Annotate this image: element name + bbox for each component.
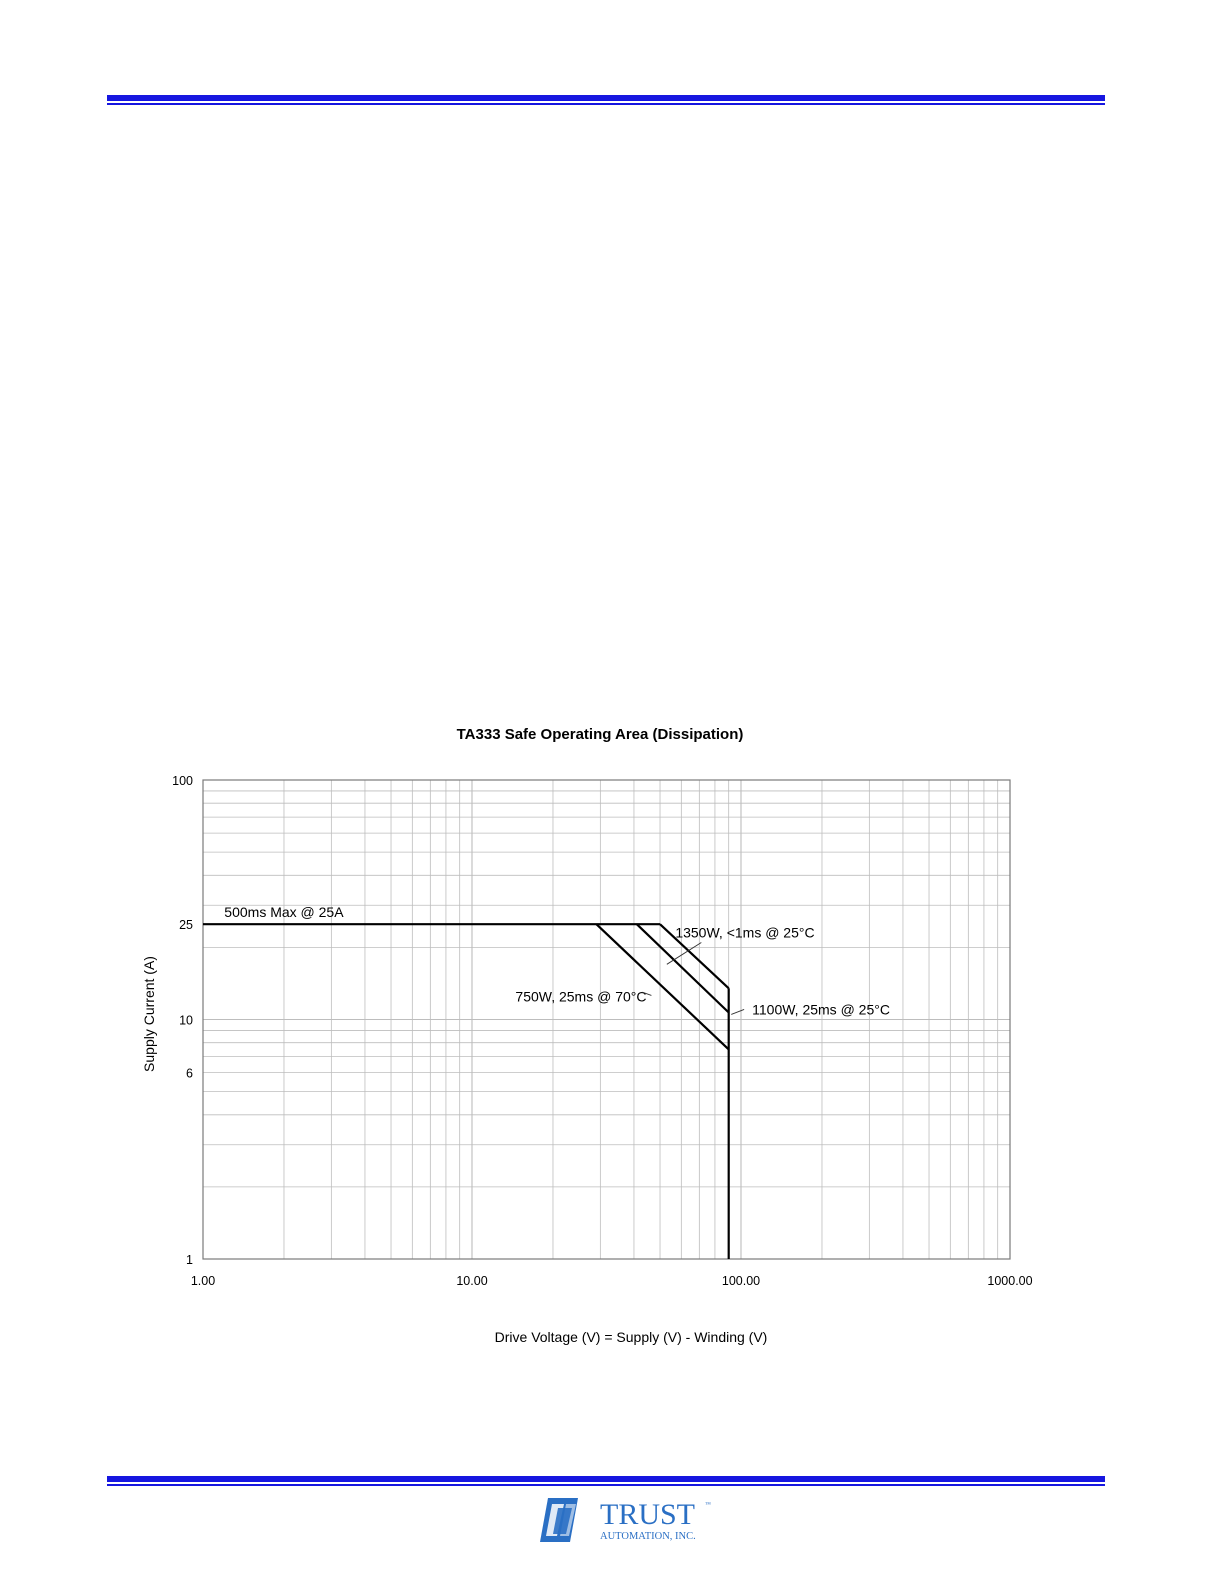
y-tick-label: 10 xyxy=(179,1013,193,1028)
chart-grid xyxy=(203,780,1010,1259)
footer-rule-thin xyxy=(107,1484,1105,1486)
logo-trademark: ™ xyxy=(705,1502,711,1508)
trust-automation-logo xyxy=(538,1494,728,1546)
x-tick-label: 100.00 xyxy=(721,1274,761,1288)
y-tick-label: 1 xyxy=(186,1253,193,1267)
y-tick-label: 6 xyxy=(186,1066,193,1081)
annotation-label: 1350W, <1ms @ 25°C xyxy=(675,924,815,941)
x-axis-label: Drive Voltage (V) = Supply (V) - Winding (V) xyxy=(494,1329,768,1345)
annotation-label: 500ms Max @ 25A xyxy=(224,903,344,920)
logo-subtitle: AUTOMATION, INC. xyxy=(600,1531,696,1542)
tick-labels xyxy=(172,774,1032,1288)
annotation-leader xyxy=(731,1009,744,1014)
footer-rule xyxy=(107,1476,1105,1486)
y-tick-label: 25 xyxy=(179,918,193,933)
chart-annotations xyxy=(224,904,890,1017)
y-tick-label: 100 xyxy=(172,774,193,788)
annotation-label: 750W, 25ms @ 70°C xyxy=(515,988,647,1005)
logo-wordmark: TRUST xyxy=(600,1498,696,1531)
x-tick-label: 1.00 xyxy=(190,1274,216,1288)
x-tick-label: 1000.00 xyxy=(987,1274,1033,1288)
chart-title: TA333 Safe Operating Area (Dissipation) xyxy=(456,726,744,743)
x-tick-label: 10.00 xyxy=(456,1274,488,1288)
footer-rule-thick xyxy=(107,1476,1105,1482)
annotation-label: 1100W, 25ms @ 25°C xyxy=(752,1001,890,1018)
y-axis-label: Supply Current (A) xyxy=(141,956,157,1072)
trust-automation-logo-icon xyxy=(540,1498,578,1542)
